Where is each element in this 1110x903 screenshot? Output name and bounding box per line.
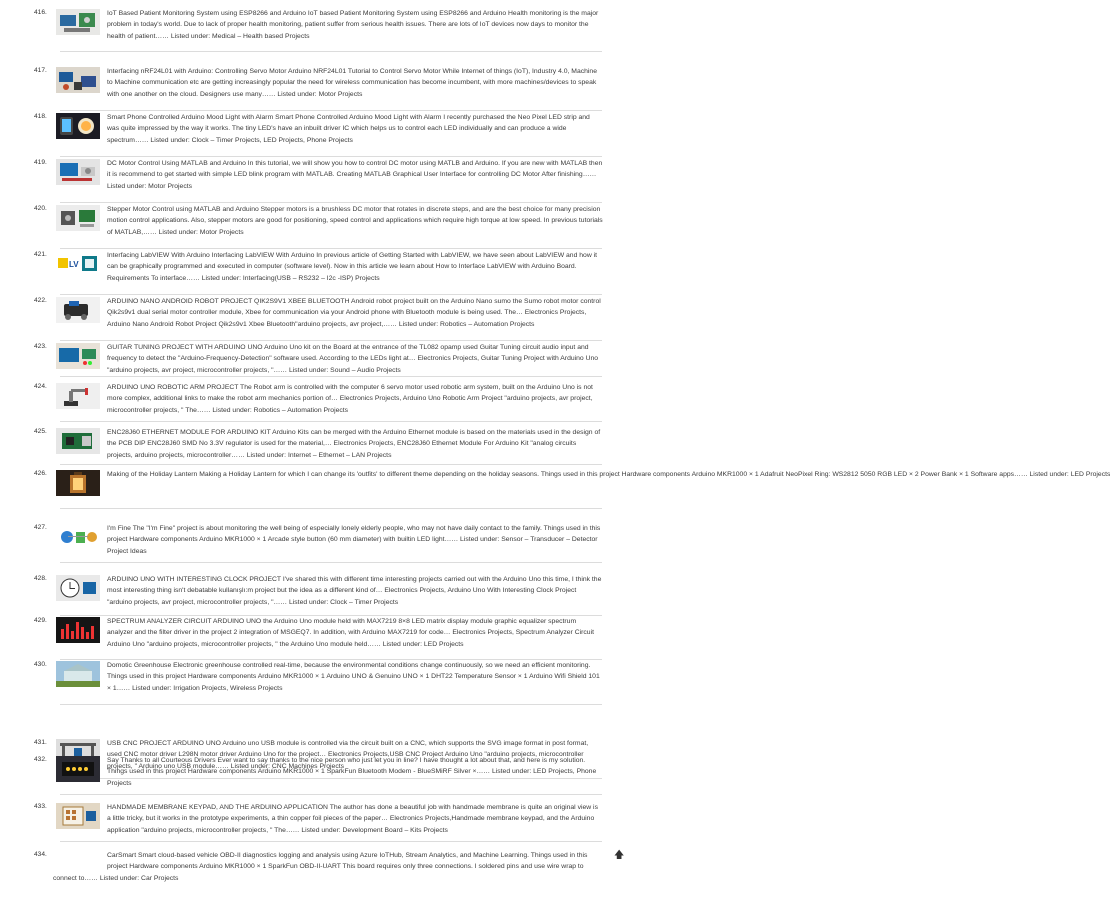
item-description (107, 850, 635, 873)
nrf24l01-thumb[interactable] (56, 67, 100, 93)
ethernet-module-thumb[interactable] (56, 428, 100, 454)
list-item (0, 112, 638, 157)
item-number: 434. (34, 851, 47, 858)
item-description-line: connect to…… Listed under: Car Projects (53, 874, 179, 882)
item-number: 421. (34, 251, 47, 258)
item-description: Say Thanks to all Courteous Drivers Ever want to say thanks to the nice person who just let you in line? I have thought a lot about that, and here is my solution. Things used in this project Hardware components Arduino MKR1000 × 1 SparkFun Bluetooth Modem - BlueSMiRF Silver ×…… Listed under: LED Projects, Phone Projects (107, 757, 597, 787)
item-description: DC Motor Control Using MATLAB and Arduino In this tutorial, we will show you how to control DC motor using MATLB and Arduino. If you are new with MATLAB then it is recommend to get started with simple LED blink program with MATLAB. Creating MATLAB Graphical User Interface for controlling DC Motor After finishing…… Listed under: Motor Projects (107, 160, 603, 190)
item-number: 417. (34, 67, 47, 74)
guitar-tuning-thumb[interactable] (56, 343, 100, 369)
svg-text:LV: LV (69, 260, 79, 269)
item-description: ARDUINO NANO ANDROID ROBOT PROJECT QIK2S9V1 XBEE BLUETOOTH Android robot project built on the Arduino Nano sumo the Sumo robot motor control Qik2s9v1 dual serial motor controller module, Xbee for communication via your Android phone with Bluetooth module is being used. The… Electronics Projects, Arduino Nano Android Robot Project Qik2s9v1 Xbee Bluetooth"arduino projects, avr project,…… Listed under: Robotics – Automation Projects (107, 298, 601, 328)
holiday-lantern-thumb[interactable] (56, 470, 100, 496)
list-item (0, 755, 638, 795)
list-item (0, 66, 638, 111)
item-description: ENC28J60 ETHERNET MODULE FOR ARDUINO KIT Arduino Kits can be merged with the Arduino Ethernet module is based on the materials used in the design of the PCB DIP ENC28J60 SMD No 3.3V regulator is used for the material,… Electronics Projects, ENC28J60 Ethernet Module For Arduino Kit "analog circuits projects, arduino projects, microcontroller…… Listed under: Internet – Ethernet – LAN Projects (107, 429, 601, 459)
item-number: 432. (34, 756, 47, 763)
item-number: 424. (34, 383, 47, 390)
item-description: ARDUINO UNO WITH INTERESTING CLOCK PROJECT I've shared this with different time interesting projects carried out with the Arduino Uno this time, I think the most interesting thing isn't debatable kullanışlı:m project but the idea as a different kind of… Electronics Projects, Arduino Uno With Interesting Clock Project "arduino projects, avr project, microcontroller projects, "…… Listed under: Clock – Timer Projects (107, 576, 602, 606)
item-number: 427. (34, 524, 47, 531)
item-description: ARDUINO UNO ROBOTIC ARM PROJECT The Robot arm is controlled with the computer 6 servo motor used robotic arm system, built on the Arduino Uno is not more complex, additional links to make the robot arm mechanics portion of… Electronics Projects, Arduino Uno Robotic Arm Project "arduino projects, avr project, microcontroller projects, " The…… Listed under: Robotics – Automation Projects (107, 384, 593, 414)
arrow-up-icon[interactable]: 🡅 (614, 850, 625, 861)
list-item (0, 850, 638, 890)
list-item (0, 250, 638, 295)
item-number: 422. (34, 297, 47, 304)
mood-light-thumb[interactable] (56, 113, 100, 139)
item-description-text: Making of the Holiday Lantern Making a Holiday Lantern for which I can change its 'outfits' to different theme depending on the holiday seasons. Things used in this project Hardware components Arduino MKR1000 × 1 Adafruit NeoPixel Ring: WS2812 5050 RGB LED × 2 Power Bank × 1 Software apps…… Listed under: LED Projects (107, 471, 1110, 478)
list-item (0, 469, 1110, 509)
item-number: 429. (34, 617, 47, 624)
item-description: Stepper Motor Control using MATLAB and Arduino Stepper motors is a brushless DC motor that rotates in discrete steps, and are the best choice for many precision motion control applications. Also, stepper motors are good for positioning, speed control and applications which require high torque at low speed. In previous tutorials of MATLAB,…… Listed under: Motor Projects (107, 206, 603, 236)
item-description: SPECTRUM ANALYZER CIRCUIT ARDUINO UNO the Arduino Uno module held with MAX7219 8×8 LED matrix display module graphic equalizer spectrum analyzer and the filter driver in the project 2 integration of MSGEQ7. In addition, with Arduino MAX7219 for code… Electronics Projects, Spectrum Analyzer Circuit Arduino Uno "arduino projects, microcontroller projects, " the Arduino Uno module held…… Listed under: LED Projects (107, 618, 594, 648)
item-number: 420. (34, 205, 47, 212)
drivers-thanks-thumb[interactable] (56, 756, 100, 782)
item-description: IoT Based Patient Monitoring System using ESP8266 and Arduino IoT based Patient Monitoring System using ESP8266 and Arduino Health monitoring is the major problem in today's world. Due to lack of proper health monitoring, patient suffer from serious health issues. There are lots of IoT devices now days to monitor the health of patient…… Listed under: Medical – Health based Projects (107, 10, 599, 40)
item-number: 418. (34, 113, 47, 120)
clock-project-thumb[interactable] (56, 575, 100, 601)
item-description: HANDMADE MEMBRANE KEYPAD, AND THE ARDUINO APPLICATION The author has done a beautiful job with handmade membrane is quite an original view is a little tricky, but it works in the prototype experiments, a thin copper foil pieces of the paper… Electronics Projects,Handmade membrane keypad, and the Arduino application "arduino projects, microcontroller projects, " The…… Listed under: Development Board – Kits Projects (107, 804, 598, 834)
item-number: 430. (34, 661, 47, 668)
greenhouse-thumb[interactable] (56, 661, 100, 687)
item-description: GUITAR TUNING PROJECT WITH ARDUINO UNO Arduino Uno kit on the Board at the entrance of the TL082 opamp used Guitar Tuning circuit audio input and frequency to detect the "Arduino-Frequency-Detection" software used. According to the LEDs light at… Electronics Projects, Guitar Tuning Project with Arduino Uno "arduino projects, avr project, microcontroller projects, "…… Listed under: Sound – Audio Projects (107, 344, 599, 374)
list-item (0, 523, 638, 563)
item-number: 419. (34, 159, 47, 166)
item-number: 416. (34, 9, 47, 16)
list-item (0, 427, 638, 465)
item-description: Interfacing nRF24L01 with Arduino: Controlling Servo Motor Arduino NRF24L01 Tutorial to Control Servo Motor While Internet of things (IoT), Industry 4.0, Machine to Machine communication etc are getting increasingly popular the need for wireless communication has become incumbent, with more machines/devices to speak with one another on the cloud. Designers use many…… Listed under: Motor Projects (107, 68, 597, 98)
labview-thumb[interactable] (56, 251, 100, 277)
sumo-robot-thumb[interactable] (56, 297, 100, 323)
list-item (0, 660, 638, 705)
item-description-line: project Hardware components Arduino MKR1000 × 1 SparkFun OBD-II-UART This board requires only three connections. I soldered pins and use wire wrap to (107, 863, 584, 871)
list-item (0, 616, 638, 660)
patient-monitor-thumb[interactable] (56, 9, 100, 35)
list-item (0, 204, 638, 249)
list-item (0, 296, 638, 341)
spectrum-analyzer-thumb[interactable] (56, 617, 100, 643)
item-number: 428. (34, 575, 47, 582)
stepper-motor-thumb[interactable] (56, 205, 100, 231)
membrane-keypad-thumb[interactable] (56, 803, 100, 829)
item-number: 426. (34, 470, 47, 477)
list-item (0, 158, 638, 203)
item-description-line: CarSmart Smart cloud-based vehicle OBD-II diagnostics logging and analysis using Azure IoTHub, Stream Analytics, and Machine Learning. Things used in this (107, 852, 588, 859)
list-item (0, 382, 638, 422)
item-number: 423. (34, 343, 47, 350)
dc-motor-thumb[interactable] (56, 159, 100, 185)
list-item (0, 342, 638, 377)
elderly-monitor-thumb[interactable] (56, 524, 100, 550)
item-number: 431. (34, 739, 47, 746)
item-number: 425. (34, 428, 47, 435)
list-item (0, 802, 638, 842)
item-number: 433. (34, 803, 47, 810)
item-description: USB CNC PROJECT ARDUINO UNO Arduino uno USB module is controlled via the circuit built on a CNC, which supports the SVG image format in post format, used CNC motor driver L298N motor driver Arduino Uno for the project… Electronics Projects,USB CNC Project Arduino Uno "arduino projects, microcontroller projects, " Arduino uno USB module…… Listed under: CNC Machines Projects (107, 740, 589, 770)
list-item (0, 574, 638, 616)
item-description (107, 469, 1110, 480)
item-description: Interfacing LabVIEW With Arduino Interfacing LabVIEW With Arduino In previous article of Getting Started with LabVIEW, we have seen about LabVIEW and how it can be graphically programmed and executed in computer (software level). Now in this article we learn about How to Interface LabVIEW with Arduino Board. Requirements To interface…… Listed under: Interfacing(USB – RS232 – I2c -ISP) Projects (107, 252, 598, 282)
item-description: Smart Phone Controlled Arduino Mood Light with Alarm Smart Phone Controlled Arduino Mood Light with Alarm I recently purchased the Neo Pixel LED strip and was quite impressed by the way it works. The tiny LED's have an inbuilt driver IC which helps us to control each LED individually and can produce a wide spectrum…… Listed under: Clock – Timer Projects, LED Projects, Phone Projects (107, 114, 590, 144)
list-item (0, 8, 638, 52)
item-description: I'm Fine The "I'm Fine" project is about monitoring the well being of especially lonely elderly people, who may not have daily contact to the family. Things used in this project Hardware components Arduino MKR1000 × 1 Arcade style button (60 mm diameter) with builtin LED light…… Listed under: Sensor – Transducer – Detector Project Ideas (107, 525, 601, 555)
robotic-arm-thumb[interactable] (56, 383, 100, 409)
item-description: Domotic Greenhouse Electronic greenhouse controlled real-time, because the environmental conditions change continuously, so we need an efficient monitoring. Things used in this project Hardware components Arduino MKR1000 × 1 Arduino UNO & Genuino UNO × 1 DHT22 Temperature Sensor × 1 Arduino Wifi Shield 101 × 1…… Listed under: Irrigation Projects, Wireless Projects (107, 662, 600, 692)
